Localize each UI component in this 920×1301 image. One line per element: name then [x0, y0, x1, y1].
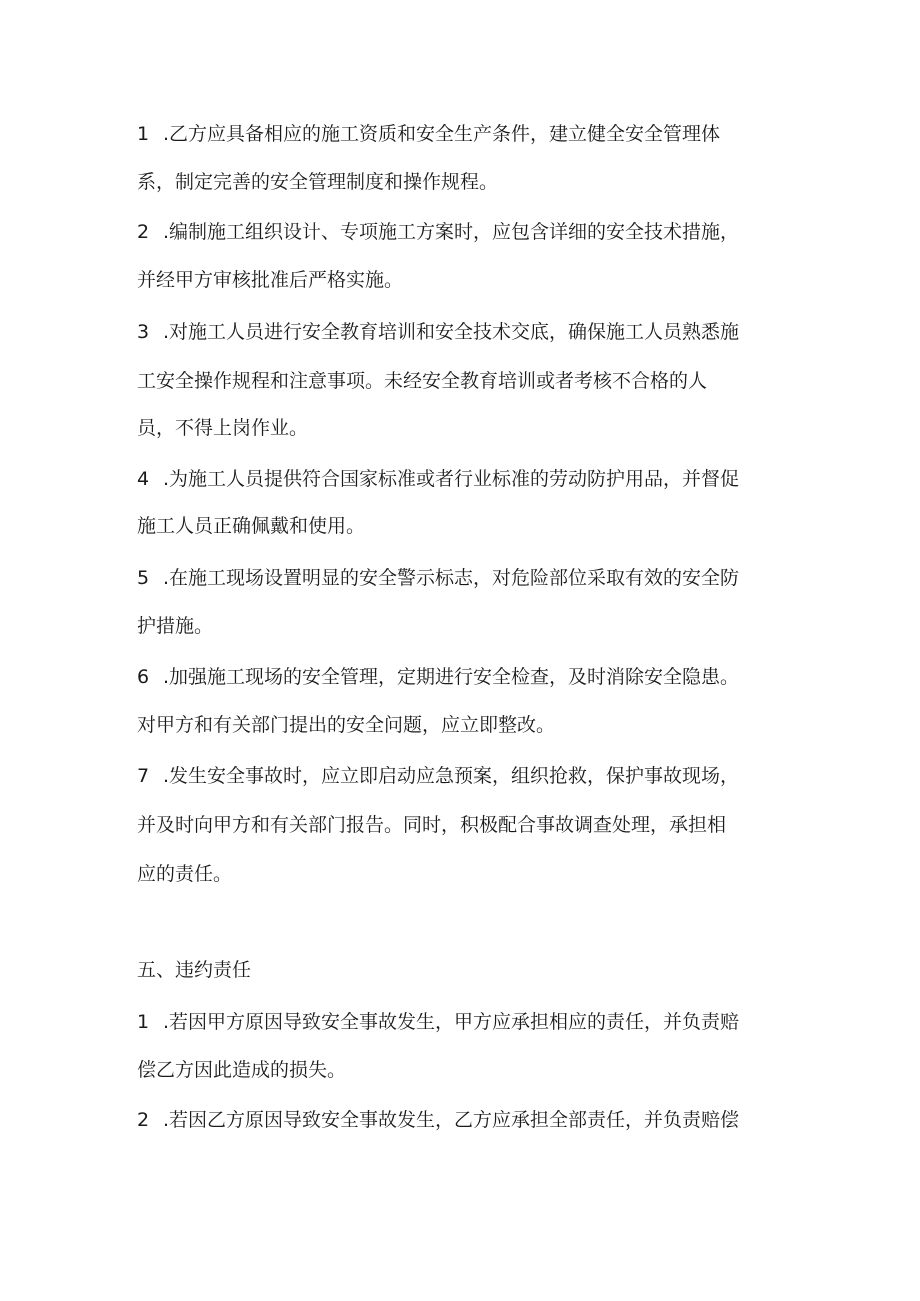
item-3-line-2: 工安全操作规程和注意事项。未经安全教育培训或者考核不合格的人: [137, 370, 708, 392]
item-1-line-2: 系，制定完善的安全管理制度和操作规程。: [137, 171, 499, 193]
item-2-line-1: 2 .编制施工组织设计、专项施工方案时，应包含详细的安全技术措施，: [137, 221, 740, 243]
item-4-line-1: 4 .为施工人员提供符合国家标准或者行业标准的劳动防护用品，并督促: [137, 468, 740, 490]
item-6-line-2: 对甲方和有关部门提出的安全问题，应立即整改。: [137, 714, 556, 736]
item-7-line-1: 7 .发生安全事故时，应立即启动应急预案，组织抢救，保护事故现场，: [137, 765, 740, 787]
item-5-line-1: 5 .在施工现场设置明显的安全警示标志，对危险部位采取有效的安全防: [137, 567, 740, 589]
item-4-line-2: 施工人员正确佩戴和使用。: [137, 515, 366, 537]
item-2-line-2: 并经甲方审核批准后严格实施。: [137, 269, 404, 291]
penalty-item-1-line-1: 1 .若因甲方原因导致安全事故发生，甲方应承担相应的责任，并负责赔: [137, 1011, 740, 1033]
item-6-line-1: 6 .加强施工现场的安全管理，定期进行安全检查，及时消除安全隐患。: [137, 666, 740, 688]
penalty-item-2-line-1: 2 .若因乙方原因导致安全事故发生，乙方应承担全部责任，并负责赔偿: [137, 1109, 740, 1131]
item-7-line-2: 并及时向甲方和有关部门报告。同时，积极配合事故调查处理，承担相: [137, 814, 727, 836]
item-1-line-1: 1 .乙方应具备相应的施工资质和安全生产条件，建立健全安全管理体: [137, 123, 721, 145]
item-3-line-3: 员，不得上岗作业。: [137, 417, 309, 439]
section-heading: 五、违约责任: [137, 959, 252, 981]
penalty-item-1-line-2: 偿乙方因此造成的损失。: [137, 1059, 347, 1081]
item-3-line-1: 3 .对施工人员进行安全教育培训和安全技术交底，确保施工人员熟悉施: [137, 321, 740, 343]
item-7-line-3: 应的责任。: [137, 863, 233, 885]
item-5-line-2: 护措施。: [137, 615, 214, 637]
